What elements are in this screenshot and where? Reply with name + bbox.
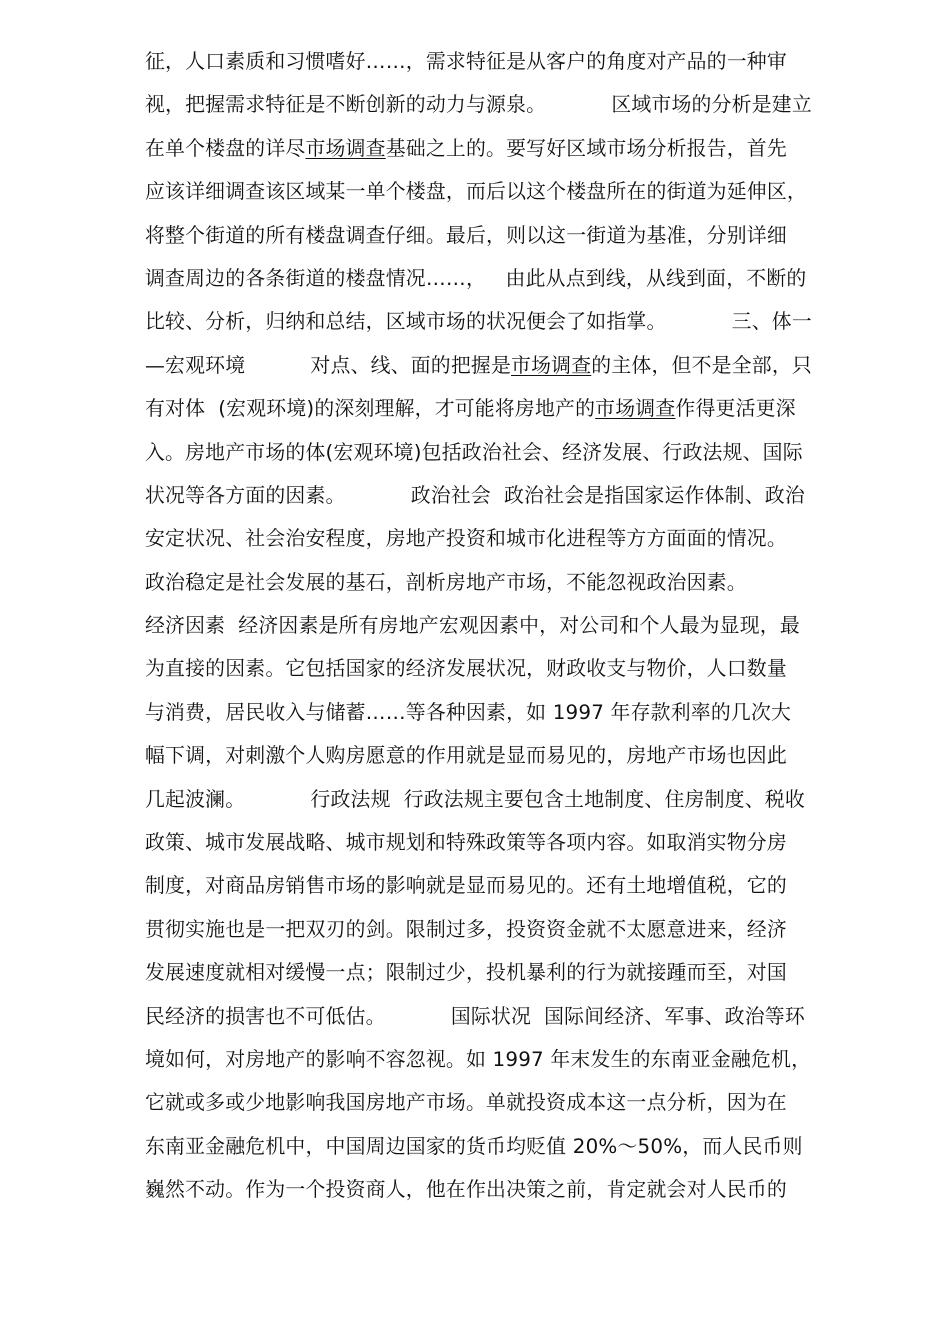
- text-segment: 经济因素 经济因素是所有房地产宏观因素中，对公司和个人最为显现，最: [145, 614, 800, 638]
- underlined-term: 市场调查: [511, 353, 592, 377]
- text-segment: 比较、分析，归纳和总结，区域市场的状况便会了如指掌。 三、体一: [145, 310, 812, 334]
- text-line: [145, 691, 885, 734]
- text-segment: 在单个楼盘的详尽: [145, 136, 306, 160]
- text-line: [145, 1168, 885, 1211]
- text-line: [145, 170, 885, 213]
- text-line: [145, 647, 885, 690]
- text-line: [145, 1081, 885, 1124]
- text-segment: 作得更活更深: [675, 397, 796, 421]
- text-line: [145, 300, 885, 343]
- text-segment: 将整个街道的所有楼盘调查仔细。最后，则以这一街道为基准，分别详细: [145, 223, 787, 247]
- text-segment: 有对体 (宏观环境)的深刻理解，才可能将房地产的: [145, 397, 596, 421]
- text-line: [145, 387, 885, 430]
- text-line: [145, 1125, 885, 1168]
- text-line: [145, 40, 885, 83]
- text-line: [145, 995, 885, 1038]
- text-segment: —宏观环境 对点、线、面的把握是: [145, 353, 512, 377]
- text-segment: 民经济的损害也不可低估。 国际状况 国际间经济、军事、政治等环: [145, 1004, 805, 1028]
- text-segment: 基础之上的。要写好区域市场分析报告，首先: [385, 136, 787, 160]
- text-segment: 它就或多或少地影响我国房地产市场。单就投资成本这一点分析，因为在: [145, 1091, 787, 1115]
- text-line: [145, 257, 885, 300]
- text-line: [145, 908, 885, 951]
- text-segment: 调查周边的各条街道的楼盘情况……， 由此从点到线，从线到面，不断的: [145, 266, 807, 290]
- text-segment: 为直接的因素。它包括国家的经济发展状况，财政收支与物价，人口数量: [145, 657, 787, 681]
- text-line: [145, 214, 885, 257]
- text-line: [145, 83, 885, 126]
- text-line: [145, 778, 885, 821]
- text-segment: 制度，对商品房销售市场的影响就是显而易见的。还有土地增值税，它的: [145, 874, 787, 898]
- text-segment: 安定状况、社会治安程度，房地产投资和城市化进程等方方面面的情况。: [145, 527, 787, 551]
- text-segment: 与消费，居民收入与储蓄……等各种因素，如 1997 年存款利率的几次大: [145, 700, 792, 724]
- text-line: [145, 561, 885, 604]
- text-segment: 的主体，但不是全部，只: [591, 353, 812, 377]
- text-segment: 贯彻实施也是一把双刃的剑。限制过多，投资资金就不太愿意进来，经济: [145, 917, 787, 941]
- text-segment: 幅下调，对刺激个人购房愿意的作用就是显而易见的，房地产市场也因此: [145, 744, 787, 768]
- text-line: [145, 734, 885, 777]
- text-segment: 征，人口素质和习惯嗜好……，需求特征是从客户的角度对产品的一种审: [145, 50, 787, 73]
- underlined-term: 市场调查: [305, 136, 386, 160]
- text-line: [145, 431, 885, 474]
- text-line: [145, 821, 885, 864]
- text-segment: 巍然不动。作为一个投资商人，他在作出决策之前，肯定就会对人民币的: [145, 1178, 787, 1202]
- text-line: [145, 951, 885, 994]
- text-line: [145, 604, 885, 647]
- text-line: [145, 517, 885, 560]
- text-segment: 视，把握需求特征是不断创新的动力与源泉。 区域市场的分析是建立: [145, 93, 812, 117]
- text-segment: 应该详细调查该区域某一单个楼盘，而后以这个楼盘所在的街道为延伸区，: [145, 180, 807, 204]
- text-segment: 东南亚金融危机中，中国周边国家的货币均贬值 20%～50%，而人民币则: [145, 1134, 803, 1158]
- text-segment: 入。房地产市场的体(宏观环境)包括政治社会、经济发展、行政法规、国际: [145, 440, 803, 464]
- text-line: [145, 344, 885, 387]
- underlined-term: 市场调查: [595, 397, 676, 421]
- text-segment: 几起波澜。 行政法规 行政法规主要包含土地制度、住房制度、税收: [145, 787, 805, 811]
- text-segment: 境如何，对房地产的影响不容忽视。如 1997 年末发生的东南亚金融危机，: [145, 1047, 812, 1071]
- text-line: [145, 127, 885, 170]
- text-line: [145, 1038, 885, 1081]
- text-line: [145, 864, 885, 907]
- text-segment: 政策、城市发展战略、城市规划和特殊政策等各项内容。如取消实物分房: [145, 831, 787, 855]
- text-line: [145, 474, 885, 517]
- text-segment: 状况等各方面的因素。 政治社会 政治社会是指国家运作体制、政治: [145, 483, 805, 507]
- text-segment: 发展速度就相对缓慢一点；限制过少，投机暴利的行为就接踵而至，对国: [145, 961, 787, 985]
- text-segment: 政治稳定是社会发展的基石，剖析房地产市场，不能忽视政治因素。: [145, 570, 747, 594]
- document-body-text: [145, 40, 885, 1212]
